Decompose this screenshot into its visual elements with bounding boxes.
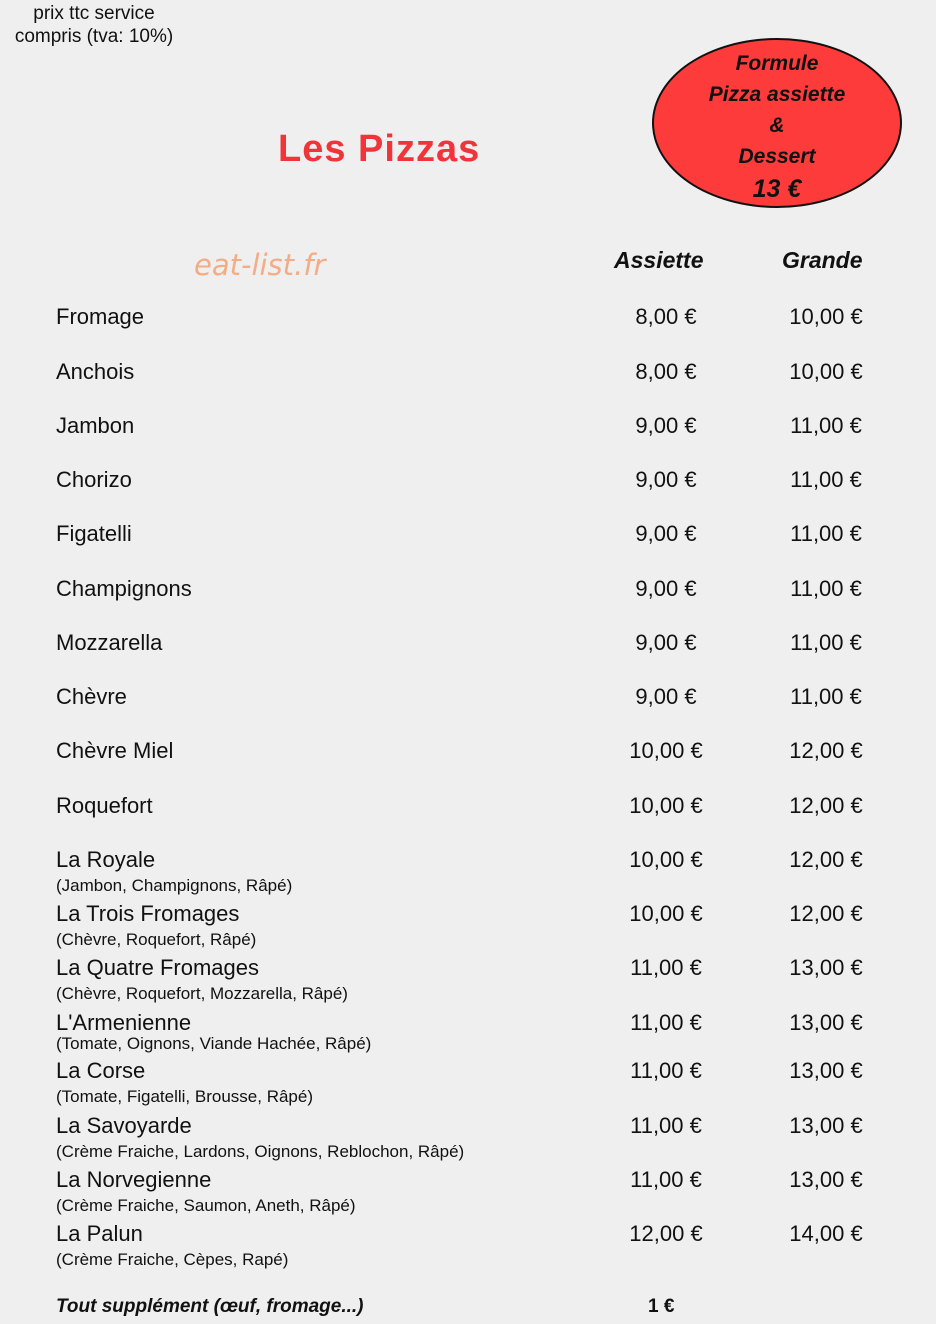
formule-line: Dessert — [738, 145, 816, 168]
price-grande: 10,00 € — [789, 359, 863, 384]
column-header-grande: Grande — [782, 247, 863, 273]
formule-line: Formule — [735, 52, 819, 75]
pizza-name: Roquefort — [56, 793, 153, 818]
pizza-name: Anchois — [56, 359, 135, 384]
pizza-name: La Quatre Fromages — [56, 955, 259, 980]
pizza-name: La Trois Fromages — [56, 901, 240, 926]
pizza-name: Champignons — [56, 576, 192, 601]
price-assiette: 9,00 € — [635, 521, 697, 546]
price-assiette: 9,00 € — [635, 684, 697, 709]
price-grande: 12,00 € — [789, 738, 863, 763]
price-assiette: 9,00 € — [635, 630, 697, 655]
pizza-ingredients: (Tomate, Figatelli, Brousse, Râpé) — [56, 1087, 313, 1106]
price-assiette: 12,00 € — [629, 1221, 703, 1246]
price-grande: 14,00 € — [789, 1221, 863, 1246]
price-grande: 11,00 € — [790, 576, 862, 601]
pizza-name: Jambon — [56, 413, 135, 438]
price-assiette: 10,00 € — [629, 793, 703, 818]
price-assiette: 8,00 € — [635, 304, 697, 329]
price-grande: 12,00 € — [789, 901, 863, 926]
price-grande: 11,00 € — [790, 521, 862, 546]
price-grande: 10,00 € — [789, 304, 863, 329]
pizza-name: La Norvegienne — [56, 1167, 212, 1192]
formule-price: 13 € — [752, 175, 802, 203]
page-title: Les Pizzas — [278, 128, 481, 170]
price-grande: 11,00 € — [790, 467, 862, 492]
price-grande: 12,00 € — [789, 793, 863, 818]
price-grande: 11,00 € — [790, 684, 862, 709]
pizza-name: L'Armenienne — [56, 1010, 192, 1035]
pizza-ingredients: (Jambon, Champignons, Râpé) — [56, 876, 293, 895]
formule-badge — [652, 38, 902, 208]
price-assiette: 11,00 € — [630, 1010, 702, 1035]
pizza-ingredients: (Crème Fraiche, Lardons, Oignons, Reblochon, Râpé) — [56, 1142, 465, 1161]
pizza-name: La Royale — [56, 847, 156, 872]
price-grande: 13,00 € — [789, 1010, 863, 1035]
pizza-ingredients: (Crème Fraiche, Saumon, Aneth, Râpé) — [56, 1196, 356, 1215]
pizza-name: La Palun — [56, 1221, 143, 1246]
price-grande: 12,00 € — [789, 847, 863, 872]
pizza-name: Chèvre — [56, 684, 127, 709]
pizza-name: Mozzarella — [56, 630, 163, 655]
price-assiette: 9,00 € — [635, 413, 697, 438]
formule-line: & — [769, 114, 785, 137]
price-grande: 13,00 € — [789, 1058, 863, 1083]
price-assiette: 11,00 € — [630, 1167, 702, 1192]
supplement-label: Tout supplément (œuf, fromage...) — [56, 1296, 364, 1317]
pizza-name: Fromage — [56, 304, 145, 329]
watermark: eat-list.fr — [194, 248, 326, 282]
tax-note: prix ttc service compris (tva: 10%) — [14, 3, 174, 47]
pizza-name: Chèvre Miel — [56, 738, 174, 763]
price-assiette: 10,00 € — [629, 738, 703, 763]
price-grande: 13,00 € — [789, 955, 863, 980]
price-assiette: 9,00 € — [635, 576, 697, 601]
pizza-name: La Corse — [56, 1058, 146, 1083]
pizza-name: La Savoyarde — [56, 1113, 192, 1138]
price-assiette: 11,00 € — [630, 955, 702, 980]
column-header-assiette: Assiette — [614, 247, 704, 273]
pizza-name: Figatelli — [56, 521, 132, 546]
pizza-ingredients: (Tomate, Oignons, Viande Hachée, Râpé) — [56, 1034, 372, 1053]
price-grande: 13,00 € — [789, 1113, 863, 1138]
price-assiette: 8,00 € — [635, 359, 697, 384]
price-grande: 11,00 € — [790, 630, 862, 655]
price-assiette: 9,00 € — [635, 467, 697, 492]
formule-line: Pizza assiette — [708, 83, 846, 106]
pizza-ingredients: (Crème Fraiche, Cèpes, Rapé) — [56, 1250, 289, 1269]
price-assiette: 11,00 € — [630, 1113, 702, 1138]
supplement-price: 1 € — [648, 1296, 675, 1317]
pizza-ingredients: (Chèvre, Roquefort, Râpé) — [56, 930, 257, 949]
price-grande: 13,00 € — [789, 1167, 863, 1192]
price-assiette: 10,00 € — [629, 847, 703, 872]
price-grande: 11,00 € — [790, 413, 862, 438]
price-assiette: 10,00 € — [629, 901, 703, 926]
pizza-ingredients: (Chèvre, Roquefort, Mozzarella, Râpé) — [56, 984, 348, 1003]
pizza-name: Chorizo — [56, 467, 132, 492]
price-assiette: 11,00 € — [630, 1058, 702, 1083]
